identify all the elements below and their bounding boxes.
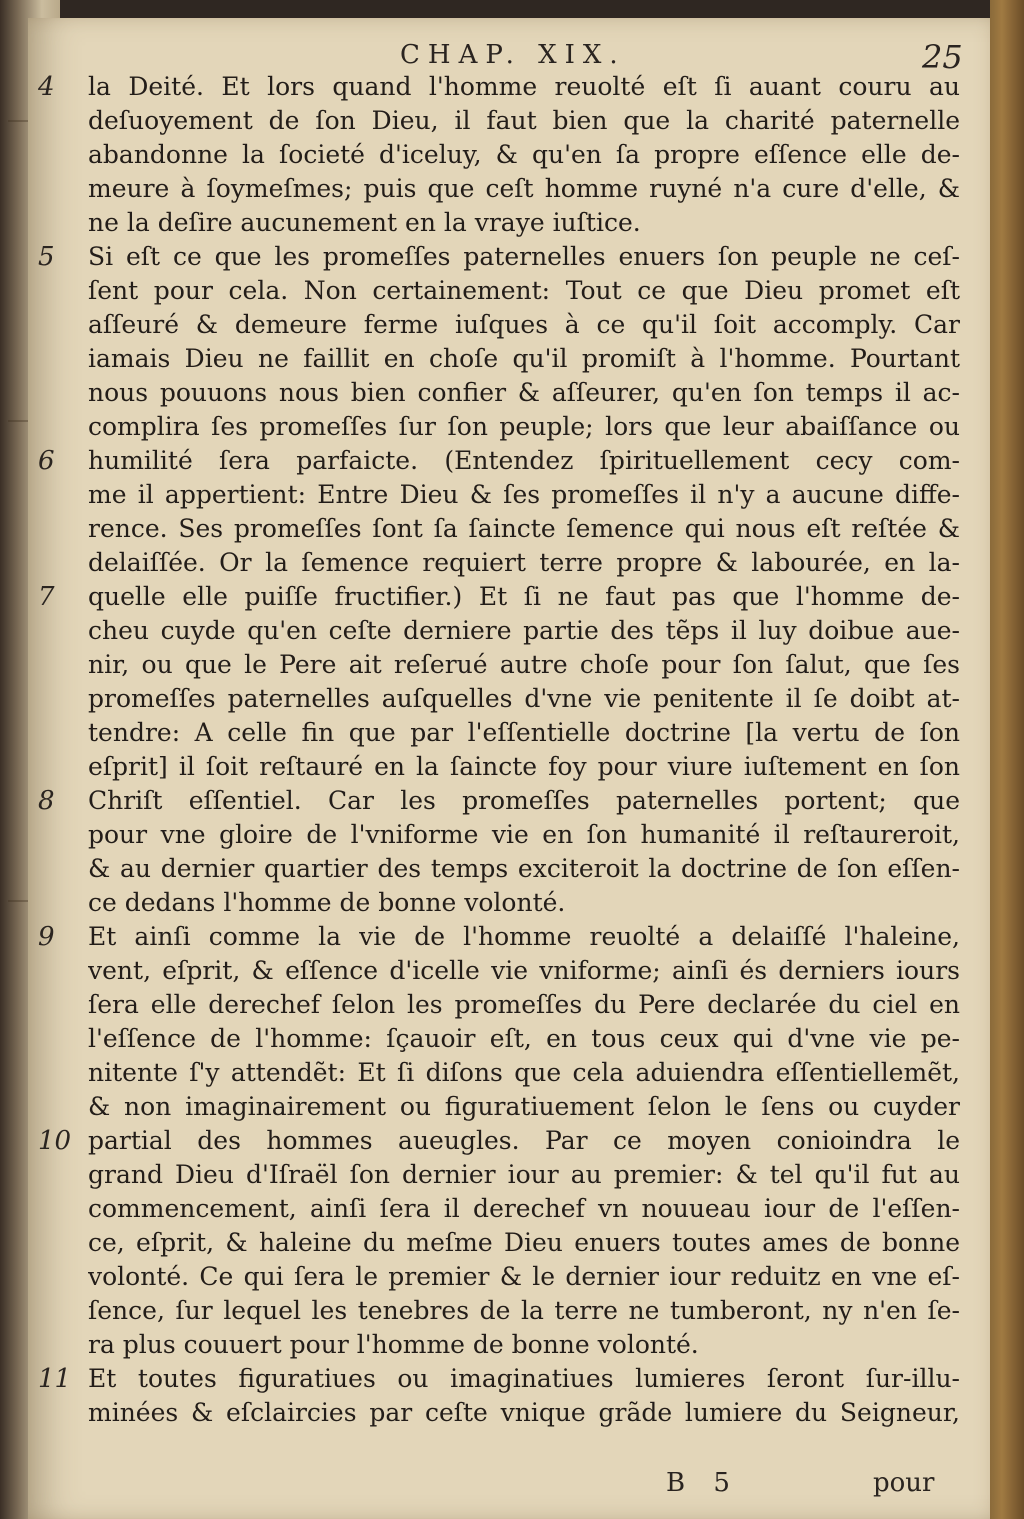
text-line: [0, 138, 1024, 172]
line-text: ce, eſprit, & haleine du meſme Dieu enuers toutes ames de bonne: [88, 1228, 960, 1257]
text-line: [0, 172, 1024, 206]
text-line: [0, 546, 1024, 580]
text-line: [0, 1396, 1024, 1430]
text-line: [0, 954, 1024, 988]
text-line: [0, 274, 1024, 308]
line-text: minées & eſclaircies par ceſte vnique grãde lumiere du Seigneur,: [88, 1398, 960, 1427]
line-text: ſence, ſur lequel les tenebres de la terre ne tumberont, ny n'en ſe-: [88, 1296, 960, 1325]
text-line: [0, 70, 1024, 104]
line-text: & au dernier quartier des temps exciteroit la doctrine de ſon eſſen-: [88, 854, 960, 883]
text-line: [0, 1328, 1024, 1362]
text-line: [0, 376, 1024, 410]
text-line: [0, 1158, 1024, 1192]
line-text: rence. Ses promeſſes ſont ſa ſaincte ſemence qui nous eſt reſtée &: [88, 514, 960, 543]
line-text: aſſeuré & demeure ferme iuſques à ce qu'il ſoit accomply. Car: [88, 310, 960, 339]
text-line: [0, 682, 1024, 716]
line-text: iamais Dieu ne faillit en choſe qu'il promiſt à l'homme. Pourtant: [88, 344, 960, 373]
line-text: la Deité. Et lors quand l'homme reuolté eſt ſi auant couru au: [88, 72, 960, 101]
text-line: [0, 308, 1024, 342]
line-text: ne la deſire aucunement en la vraye iuſtice.: [88, 208, 641, 237]
verse-number: 8: [38, 786, 55, 816]
line-text: ce dedans l'homme de bonne volonté.: [88, 888, 566, 917]
text-line: [0, 1294, 1024, 1328]
text-line: [0, 988, 1024, 1022]
line-text: & non imaginairement ou figuratiuement ſelon le ſens ou cuyder: [88, 1092, 960, 1121]
line-text: delaiſſée. Or la ſemence requiert terre propre & labourée, en la-: [88, 548, 960, 577]
verse-number: 9: [38, 922, 55, 952]
line-text: ſent pour cela. Non certainement: Tout ce que Dieu promet eſt: [88, 276, 960, 305]
verse-number: 10: [38, 1126, 72, 1156]
line-text: Et ainſi comme la vie de l'homme reuolté a delaiſſé l'haleine,: [88, 922, 960, 951]
verse-number: 4: [38, 72, 55, 102]
text-line: [0, 1260, 1024, 1294]
page-footer: [0, 1468, 1024, 1508]
line-text: cheu cuyde qu'en ceſte derniere partie des tẽps il luy doibue aue-: [88, 616, 960, 645]
verse-number: 11: [38, 1364, 72, 1394]
text-line: [0, 206, 1024, 240]
text-line: [0, 1022, 1024, 1056]
text-line: [0, 920, 1024, 954]
line-text: tendre: A celle fin que par l'eſſentielle doctrine [la vertu de ſon: [88, 718, 960, 747]
line-text: Si eſt ce que les promeſſes paternelles enuers ſon peuple ne ceſ-: [88, 242, 960, 271]
line-text: nous pouuons nous bien confier & aſſeurer, qu'en ſon temps il ac-: [88, 378, 960, 407]
line-text: me il appertient: Entre Dieu & ſes promeſſes il n'y a aucune diffe-: [88, 480, 960, 509]
text-line: [0, 478, 1024, 512]
line-text: promeſſes paternelles auſquelles d'vne vie penitente il ſe doibt at-: [88, 684, 960, 713]
verse-number: 7: [38, 582, 55, 612]
signature-mark: B 5: [666, 1468, 740, 1498]
line-text: vent, eſprit, & eſſence d'icelle vie vniforme; ainſi és derniers iours: [88, 956, 960, 985]
text-line: [0, 444, 1024, 478]
line-text: complira ſes promeſſes ſur ſon peuple; lors que leur abaiſſance ou: [88, 412, 960, 441]
line-text: grand Dieu d'Iſraël ſon dernier iour au premier: & tel qu'il fut au: [88, 1160, 960, 1189]
line-text: abandonne la ſocieté d'iceluy, & qu'en ſa propre eſſence elle de-: [88, 140, 960, 169]
verse-number: 6: [38, 446, 55, 476]
text-line: [0, 818, 1024, 852]
line-text: partial des hommes aueugles. Par ce moyen conioindra le: [88, 1126, 960, 1155]
text-line: [0, 716, 1024, 750]
text-line: [0, 750, 1024, 784]
text-line: [0, 1362, 1024, 1396]
line-text: quelle elle puiſſe fructifier.) Et ſi ne faut pas que l'homme de-: [88, 582, 960, 611]
running-head: CHAP. XIX.: [400, 40, 626, 70]
line-text: nir, ou que le Pere ait reſerué autre choſe pour ſon ſalut, que ſes: [88, 650, 960, 679]
text-line: [0, 512, 1024, 546]
catchword: pour: [873, 1468, 935, 1498]
text-line: [0, 852, 1024, 886]
folio-number: 25: [922, 38, 963, 76]
line-text: pour vne gloire de l'vniforme vie en ſon humanité il reſtaureroit,: [88, 820, 960, 849]
line-text: l'eſſence de l'homme: ſçauoir eſt, en tous ceux qui d'vne vie pe-: [88, 1024, 960, 1053]
verse-number: 5: [38, 242, 55, 272]
line-text: nitente ſ'y attendẽt: Et ſi diſons que cela aduiendra eſſentiellemẽt,: [88, 1058, 960, 1087]
text-line: [0, 784, 1024, 818]
text-line: [0, 886, 1024, 920]
line-text: Et toutes figuratiues ou imaginatiues lumieres ſeront ſur-illu-: [88, 1364, 960, 1393]
text-line: [0, 648, 1024, 682]
line-text: eſprit] il ſoit reſtauré en la ſaincte foy pour viure iuſtement en ſon: [88, 752, 960, 781]
line-text: humilité ſera parfaicte. (Entendez ſpirituellement cecy com-: [88, 446, 960, 475]
text-line: [0, 410, 1024, 444]
line-text: Chriſt eſſentiel. Car les promeſſes paternelles portent; que: [88, 786, 960, 815]
text-line: [0, 1056, 1024, 1090]
text-line: [0, 1124, 1024, 1158]
line-text: commencement, ainſi ſera il derechef vn nouueau iour de l'eſſen-: [88, 1194, 960, 1223]
line-text: ra plus couuert pour l'homme de bonne volonté.: [88, 1330, 699, 1359]
text-line: [0, 580, 1024, 614]
text-line: [0, 342, 1024, 376]
text-line: [0, 1226, 1024, 1260]
line-text: meure à ſoymeſmes; puis que ceſt homme ruyné n'a cure d'elle, &: [88, 174, 960, 203]
line-text: deſuoyement de ſon Dieu, il faut bien que la charité paternelle: [88, 106, 960, 135]
line-text: volonté. Ce qui ſera le premier & le dernier iour reduitz en vne eſ-: [88, 1262, 960, 1291]
line-text: ſera elle derechef ſelon les promeſſes du Pere declarée du ciel en: [88, 990, 960, 1019]
text-line: [0, 1192, 1024, 1226]
text-line: [0, 104, 1024, 138]
text-line: [0, 240, 1024, 274]
text-line: [0, 1090, 1024, 1124]
text-line: [0, 614, 1024, 648]
